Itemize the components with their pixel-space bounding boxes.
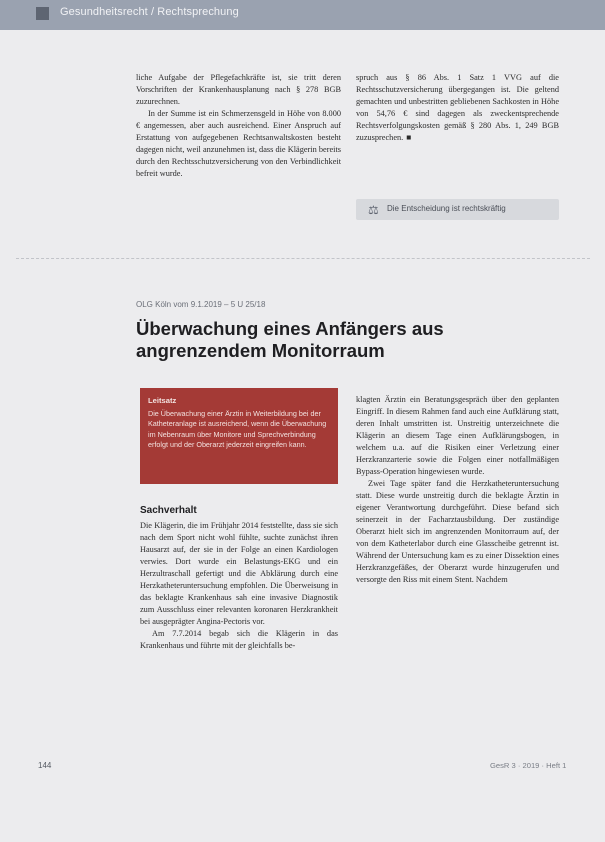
article-right-column [356,394,559,586]
header-title: Gesundheitsrecht / Rechtsprechung [60,6,239,18]
article-right-paragraph-2: Zwei Tage später fand die Herzkatheteruntersuchung statt. Diese wurde unstreitig durch die beklagte Ärztin in eigener Verantwortung durchgeführt. Diese befand sich seinerzeit in der Facharztausbildung. Der zuständige Oberarzt hielt sich im angrenzenden Monitorraum auf, der von dem Katheterlabor durch eine Glasscheibe getrennt ist. Während der Untersuchung kam es zu einer Dissektion eines Herzkranzgefäßes, der Oberarzt wurde hinzugerufen und versorgte den Riss mit einem Stent. Nachdem [356,479,559,584]
article-right-paragraph-1: klagten Ärztin ein Beratungsgespräch über den geplanten Eingriff. In diesem Rahmen fand auch eine Aufklärung statt, deren Inhalt umstritten ist. Unstreitig unterzeichnete die Klägerin an diesem Tage einen Aufklärungsbogen, in welchem u.a. auf die Risiken einer Verletzung einer Herzkranzarterie sowie die Folgen einer notfallmäßigen Bypass-Operation hingewiesen wurde. [356,395,559,476]
sachverhalt-heading: Sachverhalt [140,505,197,516]
article-left-paragraph-2: Am 7.7.2014 begab sich die Klägerin in das Krankenhaus und führte mit der gleichfalls be- [140,629,338,650]
top-left-paragraph-2: In der Summe ist ein Schmerzensgeld in Höhe von 8.000 € angemessen, aber auch ausreichend. Einer Anspruch auf Erstattung von aufgegebenen Rechtsanwaltskosten besteht dagegen nicht, weil anzunehmen ist, dass die Klägerin bereits durch den Rechtsschutzversicherung von den Verbindlichkeit befreit wurde. [136,109,341,178]
related-decision-box[interactable] [356,199,559,220]
related-decision-text: Die Entscheidung ist rechtskräftig [387,204,506,213]
page-header [0,0,605,30]
leitsatz-heading: Leitsatz [148,396,177,405]
case-reference: OLG Köln vom 9.1.2019 – 5 U 25/18 [136,300,266,309]
journal-reference: GesR 3 · 2019 · Heft 1 [490,761,567,770]
top-left-column [136,72,341,180]
top-left-paragraph-1: liche Aufgabe der Pflegefachkräfte ist, sie tritt deren Vorschriften der Krankenhausplanung nach § 278 BGB zuzurechnen. [136,73,341,106]
top-right-paragraph: spruch aus § 86 Abs. 1 Satz 1 VVG auf die Rechtsschutzversicherung übergegangen ist. Die geltend gemachten und unbestritten gebliebenen Sachkosten in Höhe von 54,76 € sind dagegen als zweckentsprechende Rechtsverfolgungskosten gemäß § 280 Abs. 1, 249 BGB zuzusprechen. [356,73,559,142]
leitsatz-text: Die Überwachung einer Ärztin in Weiterbildung bei der Katheteranlage ist ausreichend, wenn die Überwachung im Nebenraum über Monitore und Sprechverbindung erfolgt und der Oberarzt jederzeit eingreifen kann. [148,409,327,450]
page-number: 144 [38,761,52,770]
section-marker-icon [36,7,49,20]
top-right-column [356,72,559,144]
article-title: Überwachung eines Anfängers aus angrenzendem Monitorraum [136,318,444,361]
article-left-paragraph-1: Die Klägerin, die im Frühjahr 2014 feststellte, dass sie sich nach dem Sport nicht wohl fühlte, suchte zunächst ihren Hausarzt auf, der sie in der Folge an einen Kardiologen verwies. Dort wurde ein Belastungs-EKG und ein Herzultraschall gefertigt und die Abklärung durch eine Herzkatheteruntersuchung empfohlen. Die Überweisung in das beklagte Krankenhaus sah eine invasive Diagnostik zum Ausschluss einer relevanten koronaren Herzkrankheit bei ausgeprägter Angina-Pectoris vor. [140,521,338,626]
end-mark: ■ [406,133,412,142]
scales-icon: ⚖ [368,203,379,217]
section-divider [16,258,590,260]
leitsatz-box [140,388,338,484]
article-left-column [140,520,338,652]
